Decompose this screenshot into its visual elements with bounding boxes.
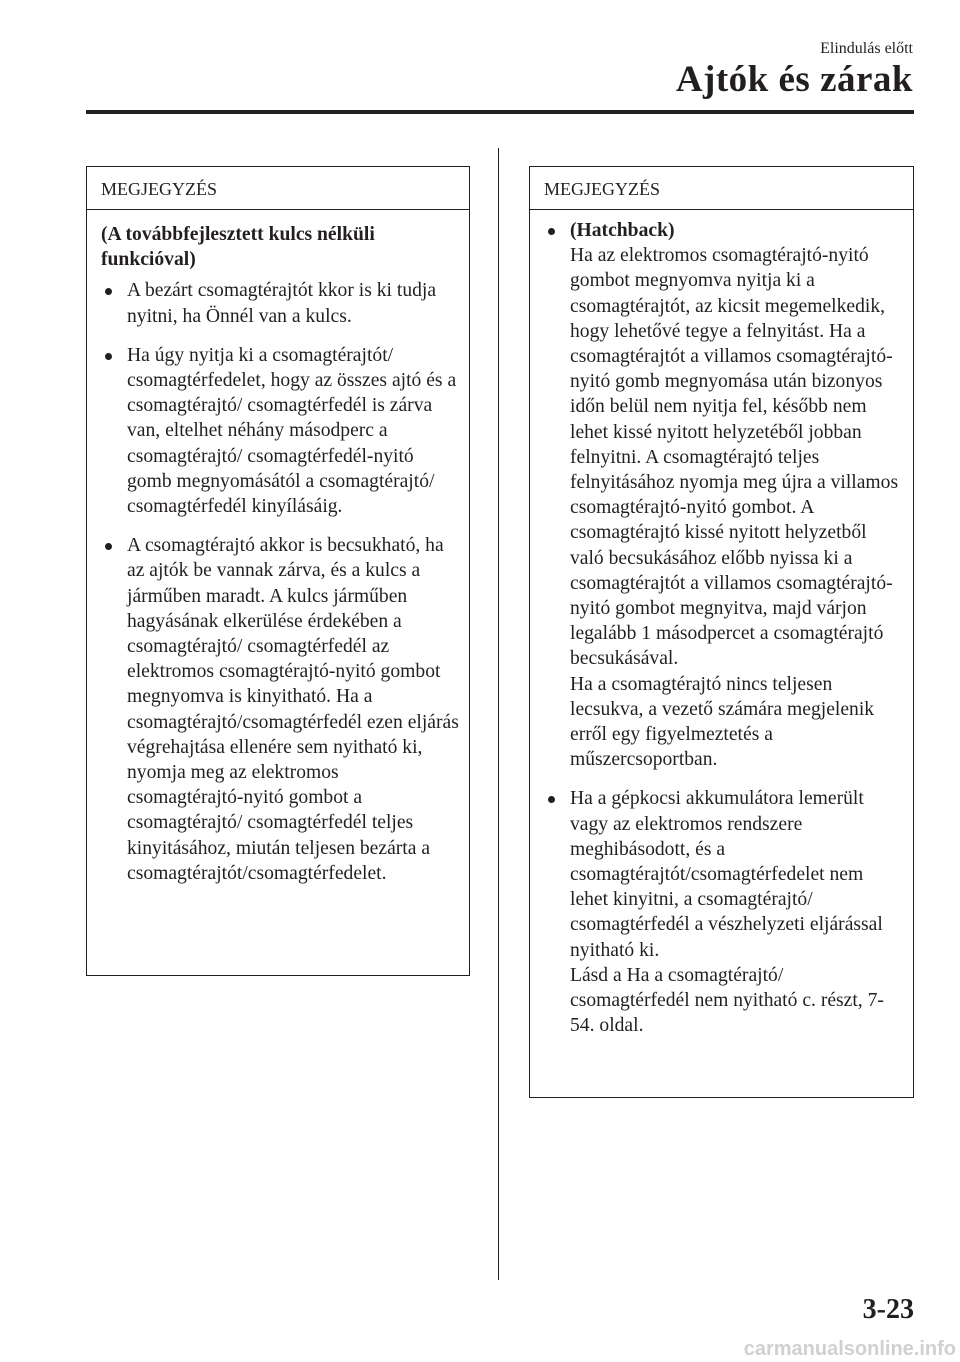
- list-item: [544, 786, 903, 1038]
- note-subtitle: (A továbbfejlesztett kulcs nélküli funkcióval): [101, 224, 375, 271]
- list-item: [544, 218, 903, 772]
- list-item-text: Ha úgy nyitja ki a csomagtérajtót/ csomagtérfedelet, hogy az összes ajtó és a csomagtérajtó/ csomagtérfedél is zárva van, eltelhet néhány másodperc a csomagtérajtó/ csomagtérfedél-nyitó gomb megnyomásától a csomagtérajtó/ csomagtérfedél kinyílásáig.: [127, 344, 457, 518]
- note-body: [87, 210, 469, 886]
- list-item-text: Ha az elektromos csomagtérajtó-nyitó gombot megnyomva nyitja ki a csomagtérajtót, az kicsit megemelkedik, hogy lehetővé tegye a felnyitást. Ha a csomagtérajtót a villamos csomagtérajtó-nyitó gomb megnyomása után bizonyos időn belül nem nyitja fel, később nem lehet kissé nyitott helyzetéből jobban felnyitni. A csomagtérajtó teljes felnyitásához nyomja meg újra a villamos csomagtérajtó-nyitó gombot. A csomagtérajtó kissé nyitott helyzetből való becsukásához előbb nyissa ki a csomagtérajtót a villamos csomagtérajtó-nyitó gombot megnyitva, majd várjon legalább 1 másodpercet a csomagtérajtó becsukásával.: [570, 245, 899, 670]
- header-section-label: Elindulás előtt: [820, 40, 913, 57]
- note-heading: MEGJEGYZÉS: [530, 167, 913, 210]
- list-item-text: Lásd a Ha a csomagtérajtó/ csomagtérfedél nem nyitható c. részt, 7-54. oldal.: [570, 964, 884, 1037]
- list-item: [101, 533, 459, 886]
- list-item: [101, 343, 459, 519]
- list-item-text: Ha a csomagtérajtó nincs teljesen lecsukva, a vezető számára megjelenik erről egy figyelmeztetés a műszercsoportban.: [570, 673, 875, 771]
- list-item-text: A csomagtérajtó akkor is becsukható, ha az ajtók be vannak zárva, és a kulcs a járműben maradt. A kulcs járműben hagyásának elkerülése érdekében a csomagtérajtó/ csomagtérfedél az elektromos csomagtérajtó-nyitó gombot megnyomva is kinyitható. Ha a csomagtérajtó/csomagtérfedél ezen eljárás végrehajtása ellenére sem nyitható ki, nyomja meg az elektromos csomagtérajtó-nyitó gombot a csomagtérajtó/ csomagtérfedél teljes kinyitásához, miután teljesen bezárta a csomagtérajtót/csomagtérfedelet.: [127, 535, 459, 884]
- page-number: 3-23: [862, 1294, 914, 1325]
- list-item-text: Ha a gépkocsi akkumulátora lemerült vagy az elektromos rendszere meghibásodott, és a csomagtérajtót/csomagtérfedelet nem lehet kinyitni, a csomagtérajtó/ csomagtérfedél a vészhelyzeti eljárással nyitható ki.: [570, 788, 883, 961]
- list-item-text: A bezárt csomagtérajtót kkor is ki tudja nyitni, ha Önnél van a kulcs.: [127, 280, 437, 327]
- page-title: Ajtók és zárak: [675, 59, 913, 100]
- header-rule: [86, 110, 914, 114]
- list-item: [101, 278, 459, 328]
- note-body: [530, 210, 913, 1039]
- note-box-left: [86, 166, 470, 976]
- list-item-title: (Hatchback): [570, 220, 675, 241]
- column-divider: [498, 148, 499, 1280]
- note-box-right: [529, 166, 914, 1098]
- watermark: carmanualsonline.info: [743, 1338, 956, 1360]
- note-heading: MEGJEGYZÉS: [87, 167, 469, 210]
